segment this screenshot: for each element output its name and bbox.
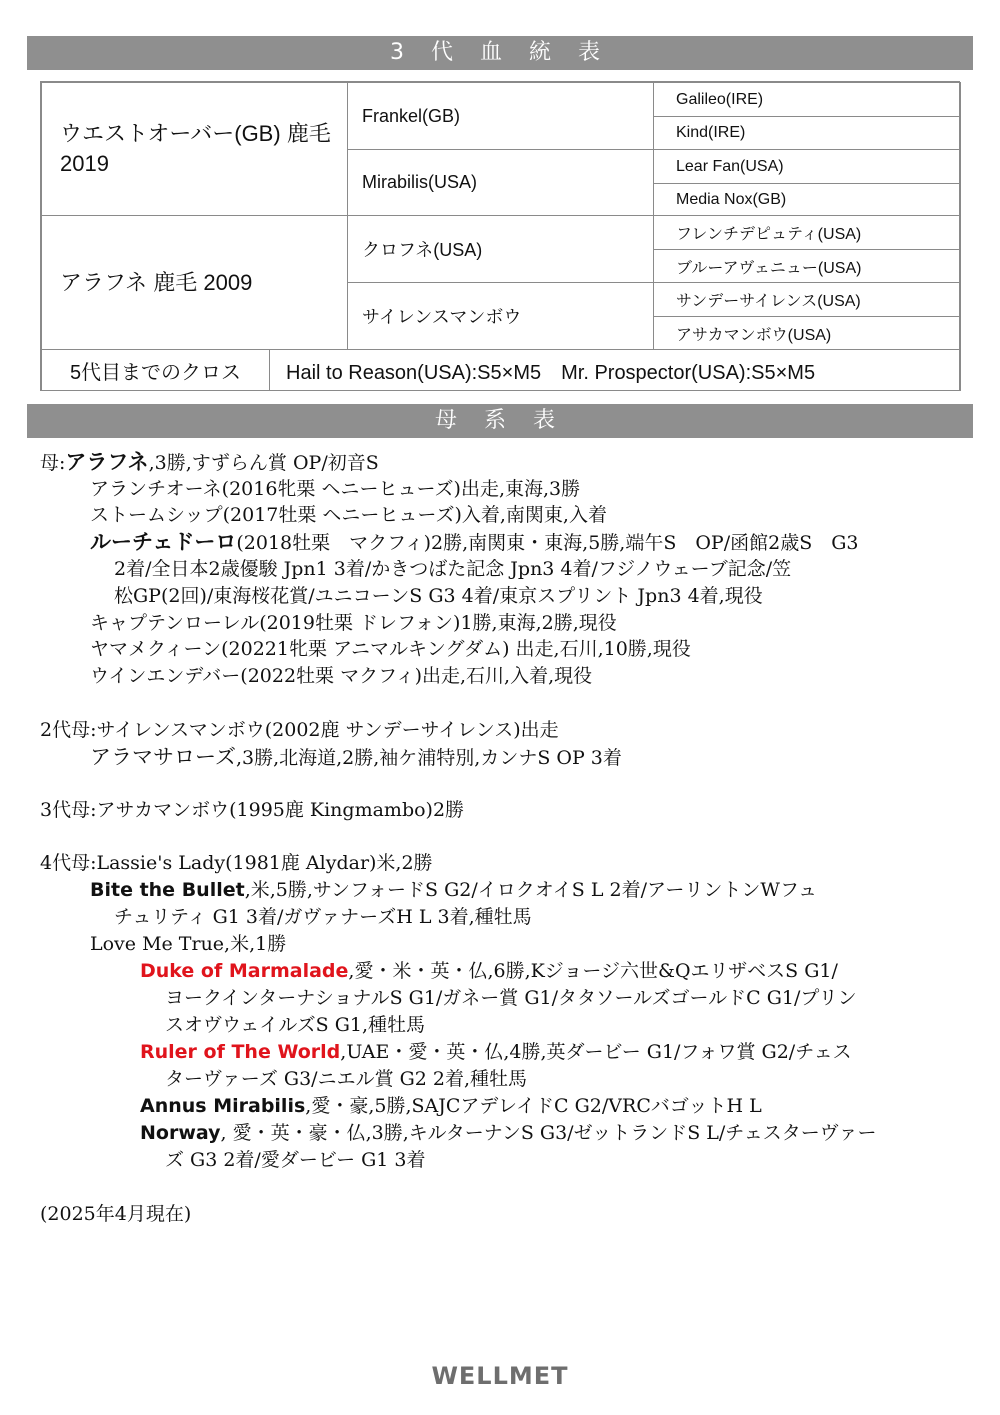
dam-name: アラフネ bbox=[60, 269, 148, 295]
gg-name: アサカマンボウ(USA) bbox=[676, 326, 832, 344]
ruler-name: Ruler of The World bbox=[140, 1041, 341, 1063]
gg-name: Kind(IRE) bbox=[676, 124, 746, 141]
offspring-line-cont: チュリティ G1 3着/ガヴァナーズH L 3着,種牡馬 bbox=[114, 906, 532, 928]
pedigree-table bbox=[40, 81, 960, 391]
offspring-line bbox=[140, 959, 838, 983]
dam-rest: ,3勝,すずらん賞 OP/初音S bbox=[148, 452, 379, 474]
gg-cell bbox=[653, 282, 961, 317]
gg-name: サンデーサイレンス(USA) bbox=[676, 293, 861, 310]
offspring-line bbox=[90, 745, 622, 770]
offspring-line: Love Me True,米,1勝 bbox=[90, 933, 287, 955]
alamasa-name: アラマサローズ bbox=[90, 745, 236, 769]
gg-cell bbox=[653, 183, 961, 216]
sire-dam-cell bbox=[347, 149, 654, 216]
offspring-line: ストームシップ(2017牡栗 ヘニーヒューズ)入着,南関東,入着 bbox=[90, 504, 607, 526]
sire-cell bbox=[41, 82, 348, 216]
as-of-date: (2025年4月現在) bbox=[40, 1203, 192, 1225]
rouchedoro-rest: (2018牡栗 マクフィ)2勝,南関東・東海,5勝,端午S OP/函館2歳S G3 bbox=[236, 532, 859, 554]
third-dam-line: 3代母:アサカマンボウ(1995鹿 Kingmambo)2勝 bbox=[40, 799, 465, 821]
offspring-line: キャプテンローレル(2019牡栗 ドレフォン)1勝,東海,2勝,現役 bbox=[90, 612, 617, 634]
gg-name: Lear Fan(USA) bbox=[676, 157, 784, 175]
dam-dam-name: サイレンスマンボウ bbox=[362, 307, 522, 327]
bite-name: Bite the Bullet bbox=[90, 879, 245, 901]
offspring-line bbox=[90, 530, 858, 555]
offspring-line: ウインエンデバー(2022牡栗 マクフィ)出走,石川,入着,現役 bbox=[90, 665, 593, 687]
annus-rest: ,愛・豪,5勝,SAJCアデレイドC G2/VRCバゴットH L bbox=[305, 1095, 762, 1117]
gg-cell bbox=[653, 82, 961, 117]
dam-sire-name: クロフネ(USA) bbox=[362, 240, 483, 260]
dam-cell bbox=[41, 215, 348, 350]
sire-detail: 鹿毛 2019 bbox=[60, 121, 331, 176]
cross-label: 5代目までのクロス bbox=[69, 361, 242, 384]
norway-rest: , 愛・英・豪・仏,3勝,キルターナンS G3/ゼットランドS L/チェスターヴァー bbox=[220, 1122, 877, 1144]
offspring-line-cont: スオヴウェイルズS G1,種牡馬 bbox=[165, 1014, 426, 1036]
sire-sire-cell bbox=[347, 82, 654, 150]
wellmet-logo: WELLMET bbox=[431, 1362, 569, 1390]
norway-name: Norway bbox=[140, 1122, 221, 1144]
sire-dam-name: Mirabilis(USA) bbox=[362, 172, 478, 192]
gg-name: フレンチデピュティ(USA) bbox=[676, 226, 862, 243]
dam-line bbox=[40, 450, 379, 475]
gg-name: Media Nox(GB) bbox=[676, 190, 787, 208]
dam-name: アラフネ bbox=[65, 450, 149, 474]
offspring-line-cont: ターヴァーズ G3/ニエル賞 G2 2着,種牡馬 bbox=[165, 1068, 528, 1090]
cross-value-cell bbox=[269, 349, 961, 391]
ruler-rest: ,UAE・愛・英・仏,4勝,英ダービー G1/フォワ賞 G2/チェス bbox=[340, 1041, 852, 1063]
cross-value: Hail to Reason(USA):S5×M5 Mr. Prospector(USA):S5×M5 bbox=[286, 361, 816, 384]
dam-detail: 鹿毛 2009 bbox=[153, 269, 253, 295]
bite-rest: ,米,5勝,サンフォードS G2/イロクオイS L 2着/アーリントンWフュ bbox=[244, 879, 817, 901]
dam-dam-cell bbox=[347, 282, 654, 350]
offspring-line bbox=[140, 1121, 877, 1145]
rouchedoro-name: ルーチェドーロ bbox=[90, 530, 237, 554]
gg-cell bbox=[653, 316, 961, 350]
offspring-line bbox=[140, 1040, 852, 1064]
gg-name: Galileo(IRE) bbox=[676, 90, 764, 108]
offspring-line-cont: ズ G3 2着/愛ダービー G1 3着 bbox=[165, 1149, 426, 1171]
offspring-line bbox=[90, 878, 817, 902]
dam-sire-cell bbox=[347, 215, 654, 283]
offspring-line: ヤマメクィーン(20221牝栗 アニマルキングダム) 出走,石川,10勝,現役 bbox=[90, 638, 691, 660]
duke-name: Duke of Marmalade bbox=[140, 960, 349, 982]
gg-cell bbox=[653, 215, 961, 250]
gg-name: ブルーアヴェニュー(USA) bbox=[676, 259, 862, 277]
gg-cell bbox=[653, 116, 961, 150]
alamasa-rest: ,3勝,北海道,2勝,袖ケ浦特別,カンナS OP 3着 bbox=[235, 747, 622, 769]
fourth-dam-line: 4代母:Lassie's Lady(1981鹿 Alydar)米,2勝 bbox=[40, 852, 433, 874]
gg-cell bbox=[653, 149, 961, 184]
duke-rest: ,愛・米・英・仏,6勝,Kジョージ六世&QエリザベスS G1/ bbox=[348, 960, 838, 982]
cross-label-cell bbox=[41, 349, 270, 391]
annus-name: Annus Mirabilis bbox=[140, 1095, 306, 1117]
pedigree-heading: 3 代 血 統 表 bbox=[27, 36, 973, 70]
sire-sire-name: Frankel(GB) bbox=[362, 105, 461, 126]
dam-prefix: 母: bbox=[40, 452, 66, 474]
offspring-line-cont: ヨークインターナショナルS G1/ガネー賞 G1/タタソールズゴールドC G1/プリン bbox=[165, 987, 857, 1009]
offspring-line-cont: 2着/全日本2歳優駿 Jpn1 3着/かきつばた記念 Jpn3 4着/フジノウェーブ記念/笠 bbox=[114, 558, 792, 580]
female-line-heading: 母 系 表 bbox=[27, 404, 973, 438]
second-dam-line: 2代母:サイレンスマンボウ(2002鹿 サンデーサイレンス)出走 bbox=[40, 719, 559, 741]
offspring-line bbox=[140, 1094, 762, 1118]
offspring-line: アランチオーネ(2016牝栗 ヘニーヒューズ)出走,東海,3勝 bbox=[90, 478, 581, 500]
offspring-line-cont: 松GP(2回)/東海桜花賞/ユニコーンS G3 4着/東京スプリント Jpn3 4着,現役 bbox=[114, 585, 763, 607]
sire-name: ウエストオーバー(GB) bbox=[60, 121, 281, 146]
gg-cell bbox=[653, 249, 961, 283]
